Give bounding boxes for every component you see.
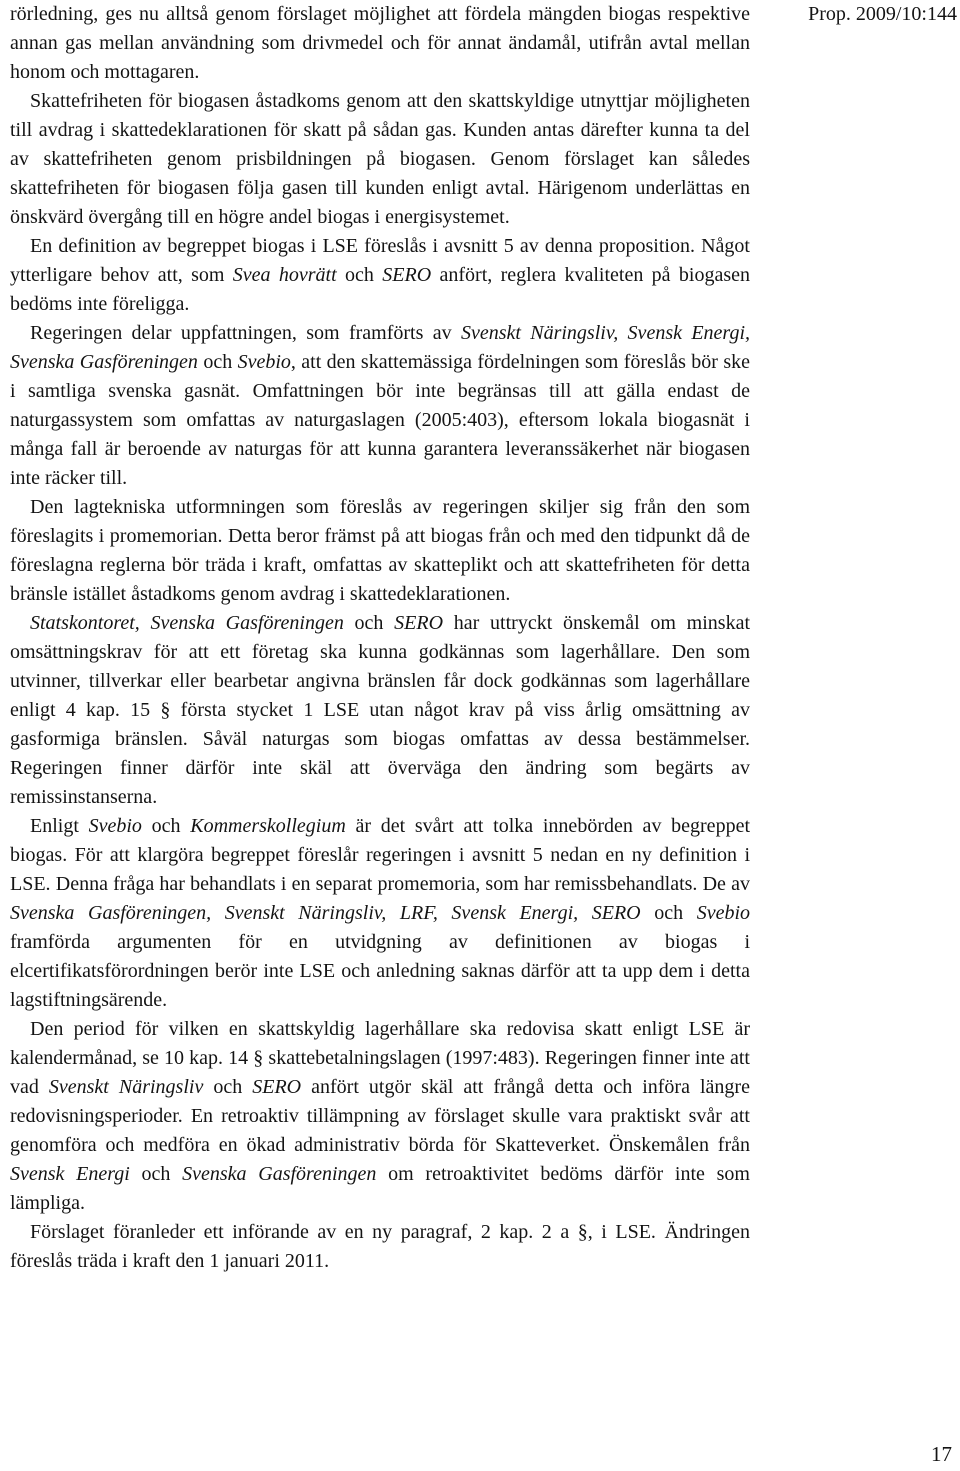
- italic-name: Svenskt Näringsliv: [48, 1076, 204, 1098]
- page-number: 17: [931, 1442, 952, 1466]
- body-paragraph: [10, 319, 750, 493]
- proposition-reference: Prop. 2009/10:144: [808, 3, 957, 25]
- italic-name: SERO: [394, 612, 444, 634]
- text-run: och: [197, 351, 238, 373]
- body-text-column: [10, 0, 750, 1276]
- body-paragraph: [10, 1015, 750, 1218]
- body-paragraph: [10, 1218, 750, 1276]
- italic-name: Svebio: [696, 902, 750, 924]
- text-run: och: [336, 264, 383, 286]
- text-run: Förslaget föranleder ett införande av en ny paragraf, 2 kap. 2 a §, i LSE. Ändringen föreslås träda i kraft den 1 januari 2011.: [10, 1221, 750, 1272]
- body-paragraph: [10, 0, 750, 87]
- text-run: anfört utgör skäl att frångå detta och införa längre redovisningsperioder. En retroaktiv tillämpning av förslaget skulle vara praktiskt svår att genomföra och medföra en ökad administrativ börda för Skatteverket. Önskemålen från: [10, 1076, 750, 1156]
- text-run: En definition av begreppet biogas i LSE föreslås i avsnitt 5 av denna proposition. Något ytterligare behov att, som: [10, 235, 750, 286]
- italic-name: Svea hovrätt: [232, 264, 337, 286]
- italic-name: Kommerskollegium: [190, 815, 346, 837]
- text-run: och: [640, 902, 697, 924]
- italic-name: Svenska Gasföreningen: [182, 1163, 377, 1185]
- text-run: och: [141, 815, 191, 837]
- italic-name: SERO: [382, 264, 432, 286]
- body-paragraph: [10, 609, 750, 812]
- italic-name: Svebio: [237, 351, 291, 373]
- text-run: framförda argumenten för en utvidgning av definitionen av biogas i elcertifikatsförordningen berör inte LSE och anledning saknas därför att ta upp dem i detta lagstiftningsärende.: [10, 931, 750, 1011]
- text-run: , att den skattemässiga fördelningen som föreslås bör ske i samtliga svenska gasnät. Omfattningen bör inte begränsas till att gälla endast de naturgassystem som omfattas av naturgaslagen (2005:403), eftersom lokala biogasnät i många fall är beroende av naturgas för att kunna garantera leveranssäkerhet när biogasen inte räcker till.: [10, 351, 750, 489]
- text-run: Enligt: [30, 815, 89, 837]
- text-run: har uttryckt önskemål om minskat omsättningskrav för att ett företag ska kunna godkännas som lagerhållare. Den som utvinner, tillverkar eller bearbetar angivna bränslen får dock godkännas som lagerhållare enligt 4 kap. 15 § första stycket 1 LSE utan något krav på viss årlig omsättning av gasformiga bränslen. Såväl naturgas som biogas omfattas av dessa bestämmelser. Regeringen finner därför inte skäl att överväga den ändring som begärts av remissinstanserna.: [10, 612, 750, 808]
- italic-name: Statskontoret, Svenska Gasföreningen: [30, 612, 344, 634]
- text-run: Skattefriheten för biogasen åstadkoms genom att den skattskyldige utnyttjar möjligheten till avdrag i skattedeklarationen för skatt på sådan gas. Kunden antas därefter kunna ta del av skattefriheten genom prisbildningen på biogasen. Genom förslaget kan således skattefriheten för biogasen följa gasen till kunden enligt avtal. Härigenom underlättas en önskvärd övergång till en högre andel biogas i energisystemet.: [10, 90, 750, 228]
- body-paragraph: [10, 493, 750, 609]
- text-run: och: [343, 612, 395, 634]
- text-run: rörledning, ges nu alltså genom förslaget möjlighet att fördela mängden biogas respektive annan gas mellan användning som drivmedel och för annat ändamål, utifrån avtal mellan honom och mottagaren.: [10, 3, 750, 83]
- italic-name: Svenskt Näringsliv, Svensk Energi, Svenska Gasföreningen: [10, 322, 751, 373]
- text-run: är det svårt att tolka innebörden av begreppet biogas. För att klargöra begreppet föreslår regeringen i avsnitt 5 nedan en ny definition i LSE. Denna fråga har behandlats i en separat promemoria, som har remissbehandlats. De av: [10, 815, 750, 895]
- text-run: om retroaktivitet bedöms därför inte som lämpliga.: [10, 1163, 750, 1214]
- body-paragraph: [10, 232, 750, 319]
- text-run: Regeringen delar uppfattningen, som framförts av: [30, 322, 461, 344]
- text-run: Den lagtekniska utformningen som föreslås av regeringen skiljer sig från den som föreslagits i promemorian. Detta beror främst på att biogas från och med den tidpunkt då de föreslagna reglerna bör träda i kraft, omfattas av skatteplikt och att skattefriheten för detta bränsle istället åstadkoms genom avdrag i skattedeklarationen.: [10, 496, 750, 605]
- italic-name: Svensk Energi: [10, 1163, 130, 1185]
- text-run: Den period för vilken en skattskyldig lagerhållare ska redovisa skatt enligt LSE är kalendermånad, se 10 kap. 14 § skattebetalningslagen (1997:483). Regeringen finner inte att vad: [10, 1018, 750, 1098]
- text-run: och: [129, 1163, 183, 1185]
- body-paragraph: [10, 812, 750, 1015]
- italic-name: Svebio: [88, 815, 142, 837]
- text-run: och: [203, 1076, 253, 1098]
- italic-name: SERO: [252, 1076, 302, 1098]
- text-run: anfört, reglera kvaliteten på biogasen bedöms inte föreligga.: [10, 264, 750, 315]
- body-paragraph: [10, 87, 750, 232]
- italic-name: Svenska Gasföreningen, Svenskt Näringsliv, LRF, Svensk Energi, SERO: [10, 902, 641, 924]
